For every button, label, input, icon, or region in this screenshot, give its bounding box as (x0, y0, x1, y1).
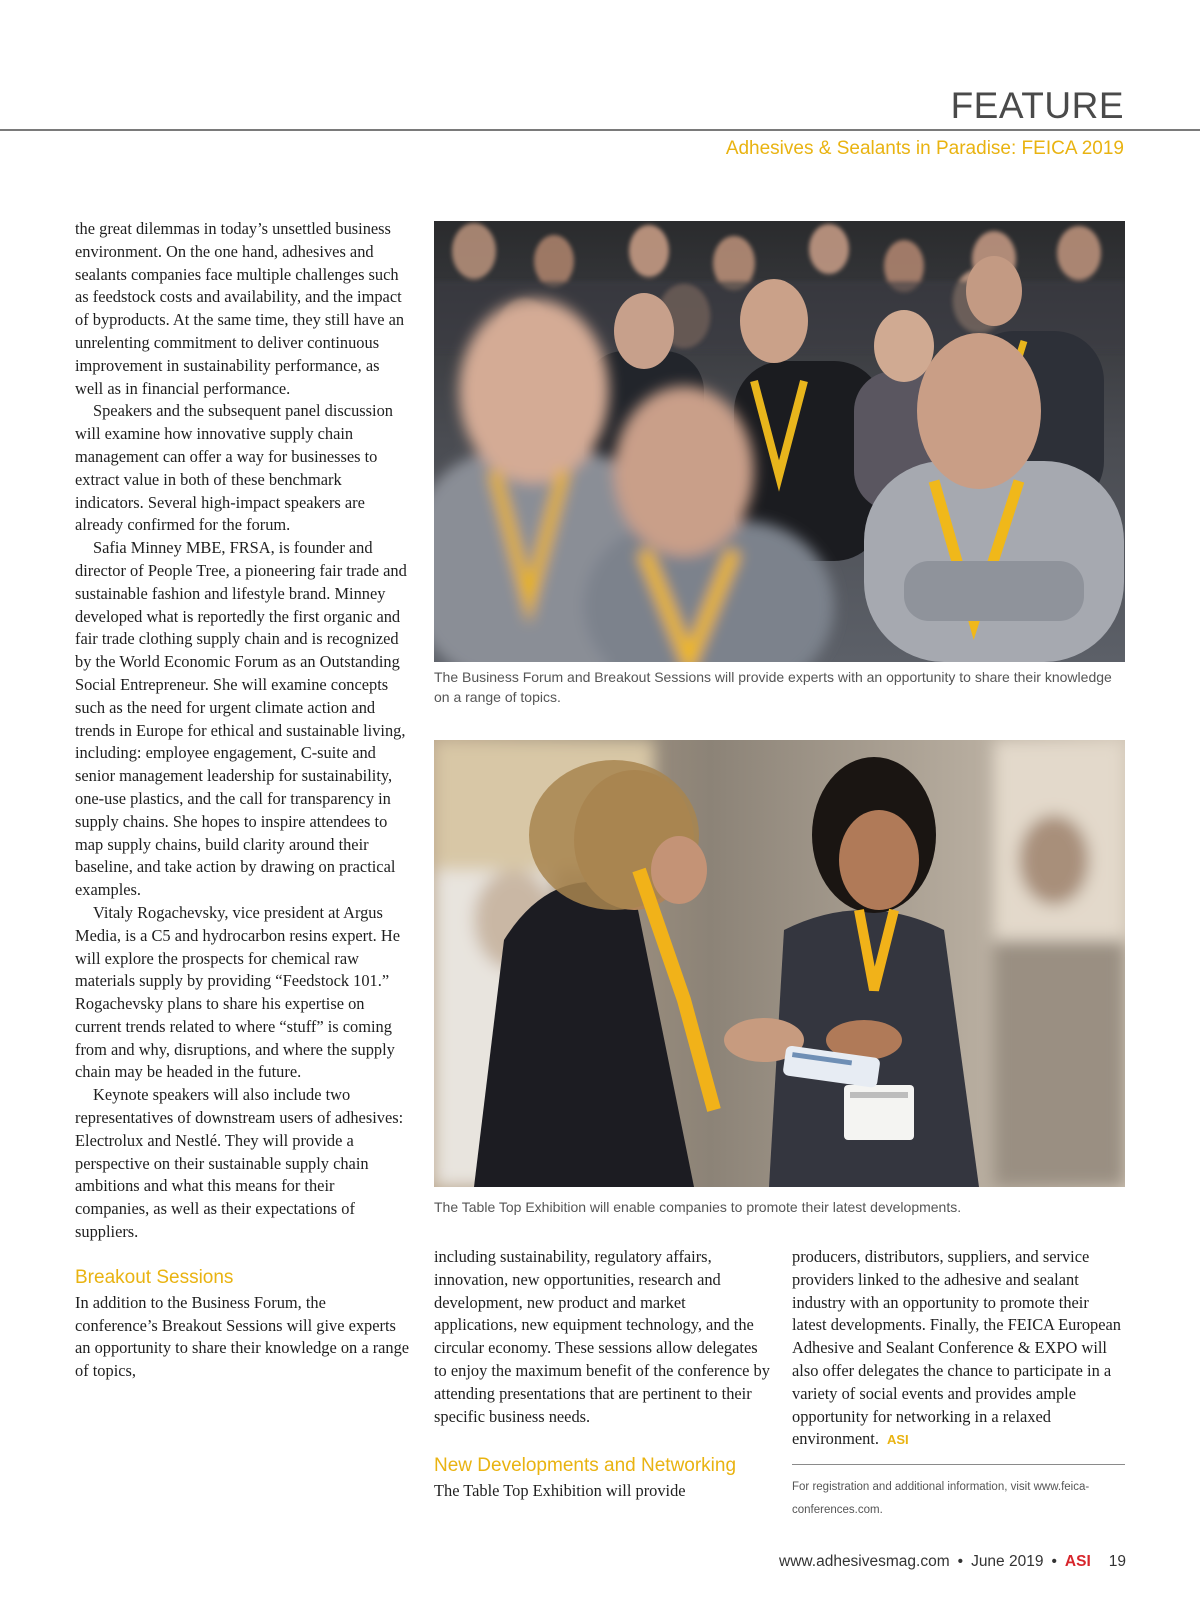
middle-column (434, 1246, 770, 1503)
page-footer (779, 1553, 1126, 1571)
section-label: FEATURE (950, 85, 1124, 126)
left-column (75, 218, 411, 1383)
body-paragraph: including sustainability, regulatory affairs, innovation, new opportunities, research and development, new product and market applications, new equipment technology, and the circular economy. These sessions allow delegates to enjoy the maximum benefit of the conference by attending presentations that are pertinent to their specific business needs. (434, 1247, 770, 1426)
body-paragraph: Keynote speakers will also include two representatives of downstream users of adhesives: Electrolux and Nestlé. They will provide a perspective on their sustainable supply chain ambitions and what this means for their companies, as well as their expectations of suppliers. (75, 1085, 404, 1242)
closing-paragraph-text: producers, distributors, suppliers, and service providers linked to the adhesive and sealant industry with an opportunity to promote their latest developments. Finally, the FEICA European Adhesive and Sealant Conference & EXPO will also offer delegates the chance to participate in a variety of social events and provides ample opportunity for networking in a relaxed environment. (792, 1247, 1121, 1449)
page-number: 19 (1108, 1553, 1126, 1570)
body-paragraph: Vitaly Rogachevsky, vice president at Argus Media, is a C5 and hydrocarbon resins expert. He will explore the prospects for chemical raw materials supply by providing “Feedstock 101.” Rogachevsky plans to share his expertise on current trends related to where “stuff” is coming from and why, disruptions, and where the supply chain may be headed in the future. (75, 902, 400, 1082)
photo-caption: The Business Forum and Breakout Sessions will provide experts with an opportunity to share their knowledge on a range of topics. (434, 669, 1112, 705)
business-forum-photo (434, 221, 1125, 662)
footer-website: www.adhesivesmag.com (779, 1553, 950, 1570)
article-title: Adhesives & Sealants in Paradise: FEICA 2019 (725, 138, 1124, 159)
body-paragraph: The Table Top Exhibition will provide (434, 1481, 686, 1501)
footer-issue: June 2019 (971, 1553, 1044, 1570)
new-developments-heading: New Developments and Networking (434, 1455, 737, 1477)
registration-note: For registration and additional information, visit www.feica-conferences.com. (792, 1481, 1090, 1516)
body-paragraph: Speakers and the subsequent panel discussion will examine how innovative supply chain management can offer a way for businesses to extract value in both of these benchmark indicators. Several high-impact speakers are already confirmed for the forum. (75, 401, 393, 535)
asi-end-mark: ASI (886, 1432, 909, 1448)
table-top-exhibition-photo (434, 740, 1125, 1187)
footer-publication: ASI (1064, 1553, 1091, 1570)
footer-bullet: • (1051, 1553, 1057, 1570)
photo-caption: The Table Top Exhibition will enable companies to promote their latest developments. (434, 1199, 962, 1215)
breakout-sessions-heading: Breakout Sessions (75, 1266, 234, 1288)
footer-bullet: • (957, 1553, 964, 1570)
body-paragraph: the great dilemmas in today’s unsettled business environment. On the one hand, adhesives and sealants companies face multiple challenges such as feedstock costs and availability, and the impact of byproducts. At the same time, they still have an unrelenting commitment to deliver continuous improvement in sustainability performance, as well as in financial performance. (75, 219, 405, 398)
body-paragraph: In addition to the Business Forum, the conference’s Breakout Sessions will give experts an opportunity to share their knowledge on a range of topics, (75, 1292, 410, 1381)
header-rule (0, 129, 1200, 131)
right-column (792, 1246, 1126, 1452)
body-paragraph (792, 1246, 1126, 1452)
note-divider (792, 1464, 1125, 1465)
body-paragraph: Safia Minney MBE, FRSA, is founder and director of People Tree, a pioneering fair trade and sustainable fashion and lifestyle brand. Minney developed what is reportedly the first organic and fair trade clothing supply chain and is recognized by the World Economic Forum as an Outstanding Social Entrepreneur. She will examine concepts such as the need for urgent climate action and trends in Europe for ethical and sustainable living, including: employee engagement, C-suite and senior management leadership for sustainability, one-use plastics, and the call for transparency in supply chains. She hopes to inspire attendees to map supply chains, build clarity around their baseline, and take action by drawing on practical examples. (75, 538, 407, 900)
